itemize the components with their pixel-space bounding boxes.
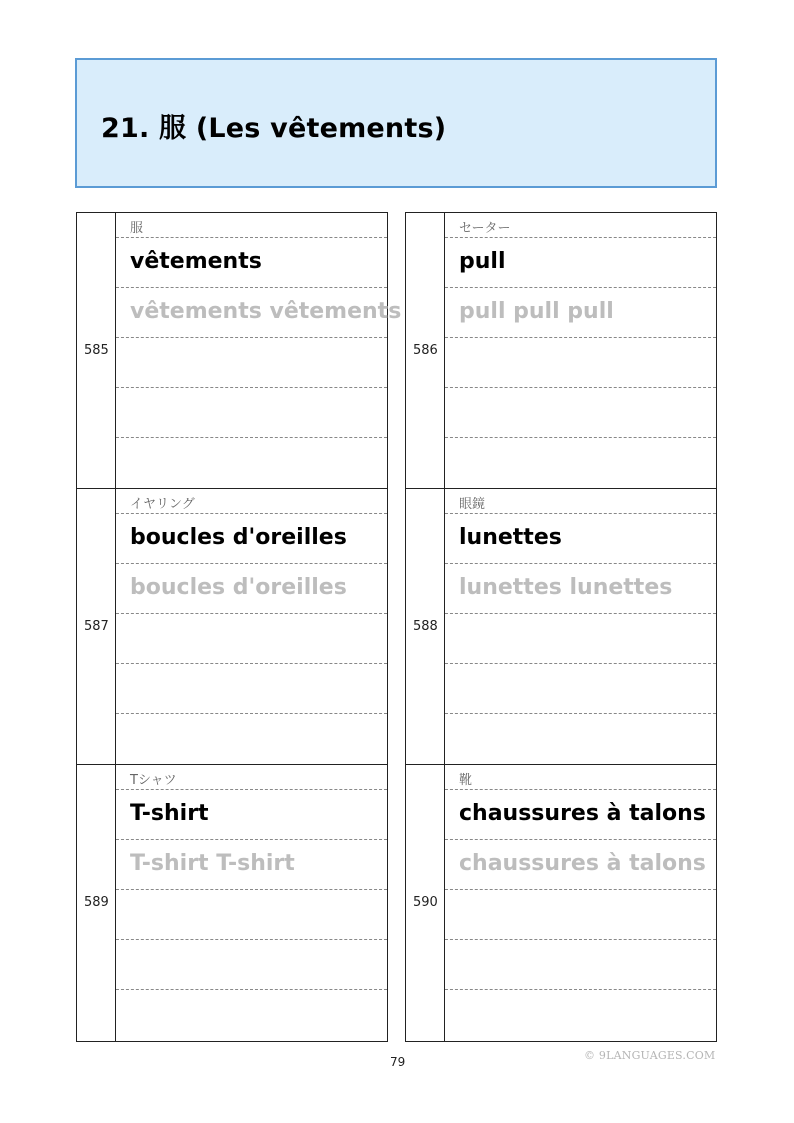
japanese-row — [445, 489, 716, 514]
writing-line — [116, 990, 387, 1040]
japanese-row — [445, 213, 716, 238]
french-word: pull — [459, 249, 506, 274]
japanese-row — [116, 213, 387, 238]
japanese-row — [116, 489, 387, 514]
writing-line — [445, 614, 716, 664]
word-row — [116, 238, 387, 288]
vocab-card — [76, 488, 388, 764]
vocab-card — [405, 764, 717, 1042]
number-column — [406, 489, 445, 764]
writing-line — [116, 890, 387, 940]
writing-line — [116, 940, 387, 990]
trace-word: chaussures à talons — [459, 851, 706, 876]
trace-row — [445, 564, 716, 614]
number-column — [77, 213, 116, 488]
japanese-label: Tシャツ — [130, 773, 177, 788]
entry-number: 586 — [413, 343, 438, 358]
french-word: chaussures à talons — [459, 801, 706, 826]
japanese-row — [445, 765, 716, 790]
trace-word: pull pull pull — [459, 299, 614, 324]
trace-row — [116, 288, 402, 338]
writing-line — [116, 614, 387, 664]
word-row — [445, 238, 716, 288]
writing-line — [116, 438, 387, 488]
entry-number: 588 — [413, 619, 438, 634]
word-row — [116, 514, 387, 564]
writing-line — [445, 388, 716, 438]
french-word: boucles d'oreilles — [130, 525, 347, 550]
trace-word: vêtements vêtements — [130, 299, 402, 324]
chapter-title-box — [75, 58, 717, 188]
writing-line — [445, 714, 716, 764]
trace-row — [445, 288, 716, 338]
writing-line — [116, 664, 387, 714]
japanese-label: イヤリング — [130, 497, 195, 512]
writing-line — [116, 714, 387, 764]
copyright-notice: © 9LANGUAGES.COM — [584, 1049, 716, 1062]
vocab-card — [405, 488, 717, 764]
vocab-card — [405, 212, 717, 488]
entry-number: 585 — [84, 343, 109, 358]
number-column — [406, 765, 445, 1041]
japanese-row — [116, 765, 387, 790]
writing-line — [445, 990, 716, 1040]
trace-row — [445, 840, 716, 890]
chapter-title: 21. 服 (Les vêtements) — [101, 113, 447, 144]
entry-number: 587 — [84, 619, 109, 634]
entry-number: 590 — [413, 895, 438, 910]
vocab-card — [76, 212, 402, 488]
trace-row — [116, 564, 387, 614]
french-word: lunettes — [459, 525, 562, 550]
page-number: 79 — [390, 1055, 406, 1069]
word-row — [445, 790, 716, 840]
japanese-label: 服 — [130, 221, 144, 236]
trace-word: T-shirt T-shirt — [130, 851, 295, 876]
writing-line — [116, 338, 387, 388]
writing-line — [445, 438, 716, 488]
japanese-label: セーター — [459, 221, 511, 236]
writing-line — [445, 890, 716, 940]
writing-line — [445, 338, 716, 388]
vocab-card — [76, 764, 388, 1042]
japanese-label: 靴 — [459, 773, 473, 788]
writing-line — [445, 940, 716, 990]
trace-word: boucles d'oreilles — [130, 575, 347, 600]
entry-number: 589 — [84, 895, 109, 910]
japanese-label: 眼鏡 — [459, 497, 486, 512]
number-column — [77, 765, 116, 1041]
trace-row — [116, 840, 387, 890]
number-column — [406, 213, 445, 488]
word-row — [445, 514, 716, 564]
writing-line — [116, 388, 387, 438]
french-word: vêtements — [130, 249, 262, 274]
number-column — [77, 489, 116, 764]
french-word: T-shirt — [130, 801, 209, 826]
writing-line — [445, 664, 716, 714]
word-row — [116, 790, 387, 840]
trace-word: lunettes lunettes — [459, 575, 673, 600]
